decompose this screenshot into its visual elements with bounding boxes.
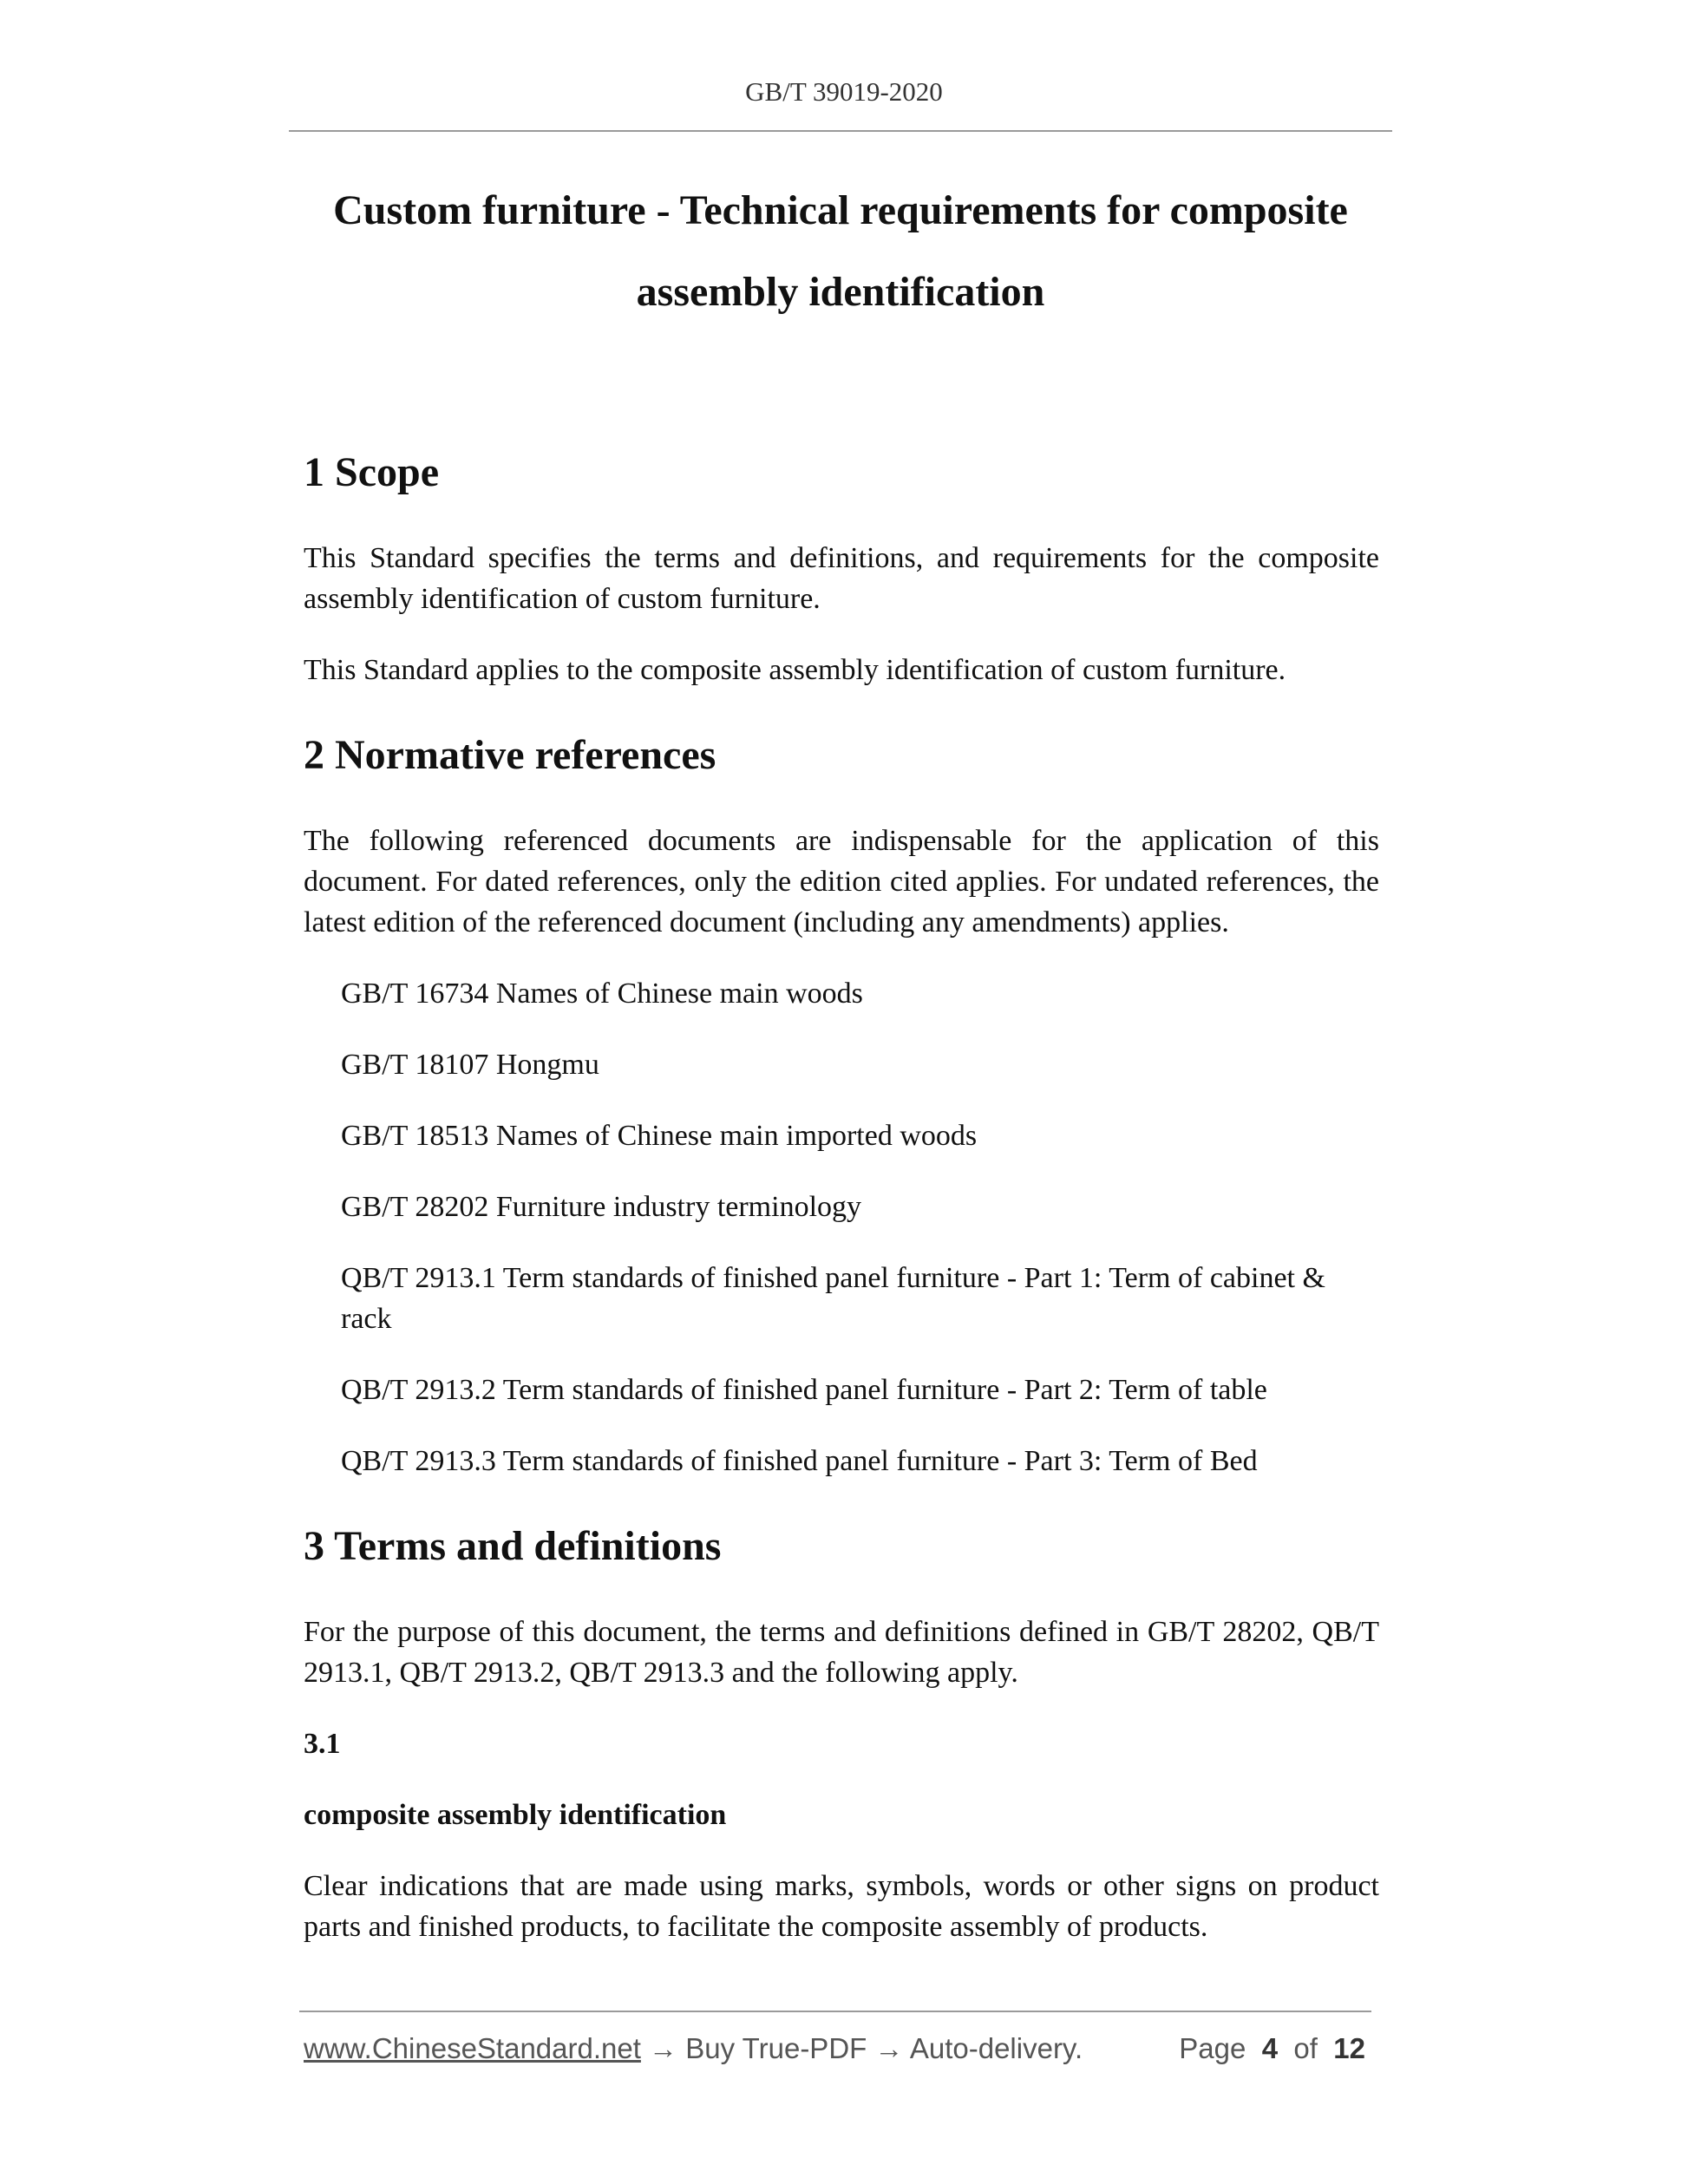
document-title — [289, 170, 1392, 333]
reference-item: QB/T 2913.1 Term standards of finished panel furniture - Part 1: Term of cabinet & rack — [341, 1262, 1325, 1335]
scope-paragraph-1: This Standard specifies the terms and definitions, and requirements for the composite assembly identification of custom furniture. — [304, 542, 1379, 615]
footer-promo — [304, 2030, 1083, 2068]
reference-item: GB/T 18107 Hongmu — [341, 1049, 599, 1081]
arrow-right-icon: → — [649, 2032, 678, 2064]
page-of-label: of — [1293, 2032, 1318, 2064]
reference-item: GB/T 28202 Furniture industry terminology — [341, 1191, 862, 1223]
buy-text: Buy True-PDF — [685, 2032, 867, 2064]
terms-intro: For the purpose of this document, the terms and definitions defined in GB/T 28202, QB/T 2913.1, QB/T 2913.2, QB/T 2913.3 and the following apply. — [304, 1616, 1379, 1689]
page-current: 4 — [1261, 2032, 1279, 2064]
term-name: composite assembly identification — [304, 1799, 727, 1831]
page-indicator — [1179, 2030, 1365, 2068]
reference-item: GB/T 16734 Names of Chinese main woods — [341, 978, 863, 1010]
title-line-2: assembly identification — [636, 269, 1045, 315]
document-code-header: GB/T 39019-2020 — [745, 76, 943, 107]
section-1-heading: 1 Scope — [304, 449, 439, 495]
title-line-1: Custom furniture - Technical requirements for composite — [333, 187, 1348, 233]
reference-item: QB/T 2913.2 Term standards of finished panel furniture - Part 2: Term of table — [341, 1374, 1267, 1406]
page-total: 12 — [1333, 2032, 1365, 2064]
reference-item: GB/T 18513 Names of Chinese main imported woods — [341, 1120, 978, 1152]
site-link[interactable]: www.ChineseStandard.net — [304, 2032, 641, 2064]
delivery-text: Auto-delivery. — [909, 2032, 1083, 2064]
scope-paragraph-2: This Standard applies to the composite assembly identification of custom furniture. — [304, 654, 1286, 686]
arrow-right-icon: → — [874, 2032, 904, 2064]
header-divider — [289, 130, 1392, 132]
reference-item: QB/T 2913.3 Term standards of finished panel furniture - Part 3: Term of Bed — [341, 1445, 1258, 1477]
document-body — [304, 434, 1379, 1947]
section-3-heading: 3 Terms and definitions — [304, 1523, 722, 1569]
page-label: Page — [1179, 2032, 1246, 2064]
section-2-heading: 2 Normative references — [304, 732, 716, 778]
term-definition: Clear indications that are made using marks, symbols, words or other signs on product parts and finished products, to facilitate the composite assembly of products. — [304, 1870, 1379, 1943]
normative-intro: The following referenced documents are indispensable for the application of this document. For dated references, only the edition cited applies. For undated references, the latest edition of the referenced document (including any amendments) applies. — [304, 825, 1379, 938]
footer-divider — [299, 2011, 1371, 2012]
term-number: 3.1 — [304, 1728, 341, 1760]
